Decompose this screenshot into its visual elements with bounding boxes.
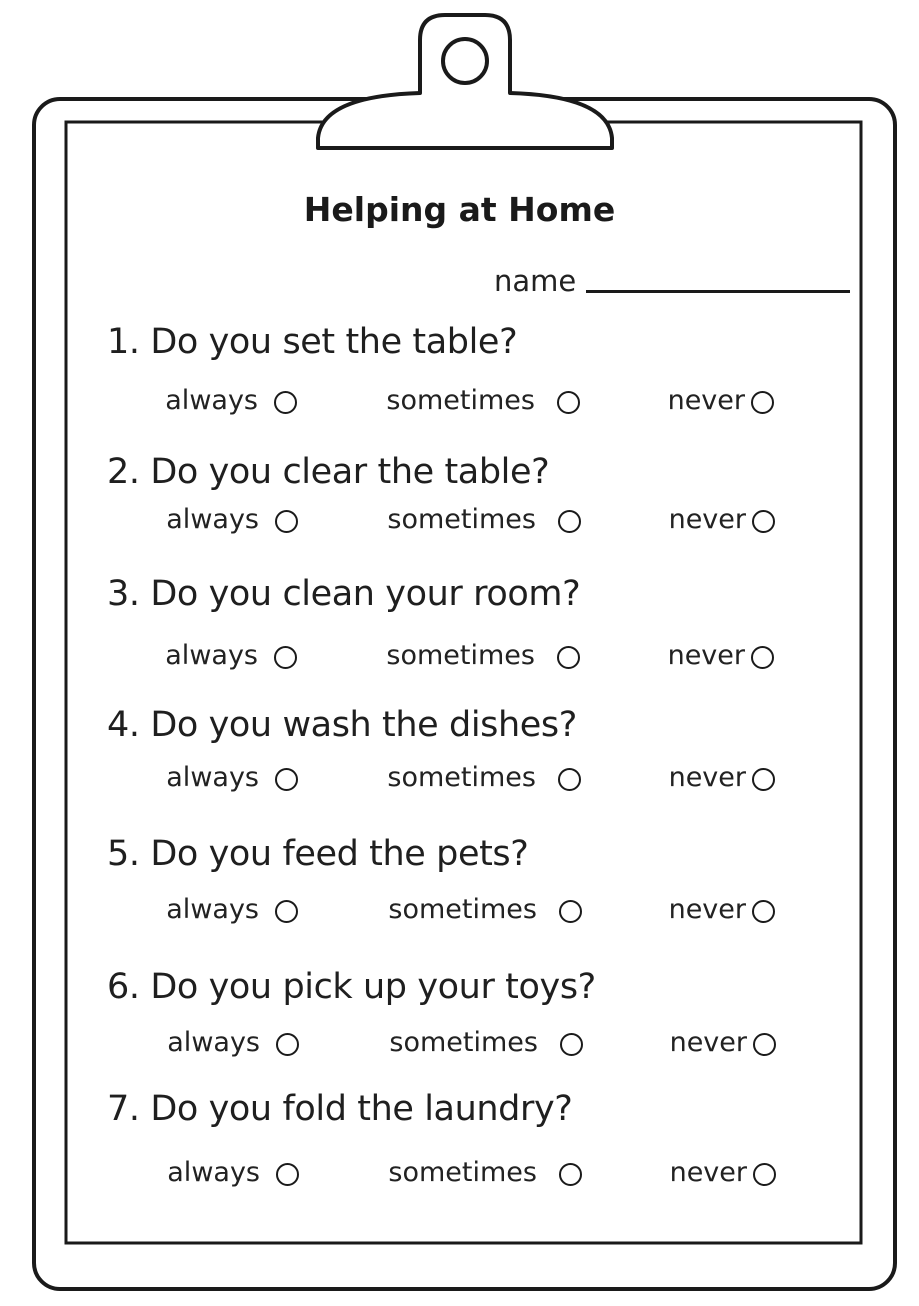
radio-always-q7[interactable] [276, 1163, 299, 1186]
option-label-never: never [667, 385, 745, 416]
question-text: 6. Do you pick up your toys? [107, 967, 596, 1007]
radio-sometimes-q6[interactable] [560, 1033, 583, 1056]
name-field-line[interactable] [586, 290, 850, 293]
option-label-sometimes: sometimes [388, 1157, 537, 1188]
radio-sometimes-q4[interactable] [558, 768, 581, 791]
radio-sometimes-q7[interactable] [559, 1163, 582, 1186]
option-label-sometimes: sometimes [388, 894, 537, 925]
option-label-always: always [165, 640, 258, 671]
radio-never-q3[interactable] [751, 646, 774, 669]
option-label-never: never [669, 1027, 747, 1058]
radio-always-q3[interactable] [274, 646, 297, 669]
radio-always-q2[interactable] [275, 510, 298, 533]
option-label-always: always [167, 1027, 260, 1058]
radio-always-q5[interactable] [275, 900, 298, 923]
option-label-never: never [667, 640, 745, 671]
radio-never-q7[interactable] [753, 1163, 776, 1186]
question-text: 3. Do you clean your room? [107, 574, 581, 614]
question-text: 4. Do you wash the dishes? [107, 705, 577, 745]
question-text: 5. Do you feed the pets? [107, 834, 529, 874]
radio-always-q6[interactable] [276, 1033, 299, 1056]
question-text: 2. Do you clear the table? [107, 452, 550, 492]
radio-always-q4[interactable] [275, 768, 298, 791]
option-label-always: always [166, 762, 259, 793]
question-text: 7. Do you fold the laundry? [107, 1089, 573, 1129]
option-label-sometimes: sometimes [386, 385, 535, 416]
option-label-sometimes: sometimes [387, 762, 536, 793]
option-label-always: always [165, 385, 258, 416]
radio-never-q1[interactable] [751, 391, 774, 414]
radio-never-q4[interactable] [752, 768, 775, 791]
radio-sometimes-q3[interactable] [557, 646, 580, 669]
option-label-sometimes: sometimes [389, 1027, 538, 1058]
option-label-never: never [668, 762, 746, 793]
clip-hole [443, 39, 487, 83]
name-label: name [494, 264, 577, 298]
question-text: 1. Do you set the table? [107, 322, 518, 362]
option-label-never: never [669, 1157, 747, 1188]
option-label-never: never [668, 894, 746, 925]
radio-sometimes-q2[interactable] [558, 510, 581, 533]
radio-sometimes-q1[interactable] [557, 391, 580, 414]
option-label-always: always [167, 1157, 260, 1188]
option-label-never: never [668, 504, 746, 535]
radio-sometimes-q5[interactable] [559, 900, 582, 923]
option-label-always: always [166, 894, 259, 925]
option-label-sometimes: sometimes [387, 504, 536, 535]
radio-always-q1[interactable] [274, 391, 297, 414]
radio-never-q6[interactable] [753, 1033, 776, 1056]
radio-never-q5[interactable] [752, 900, 775, 923]
worksheet-title: Helping at Home [303, 190, 616, 229]
option-label-always: always [166, 504, 259, 535]
radio-never-q2[interactable] [752, 510, 775, 533]
option-label-sometimes: sometimes [386, 640, 535, 671]
